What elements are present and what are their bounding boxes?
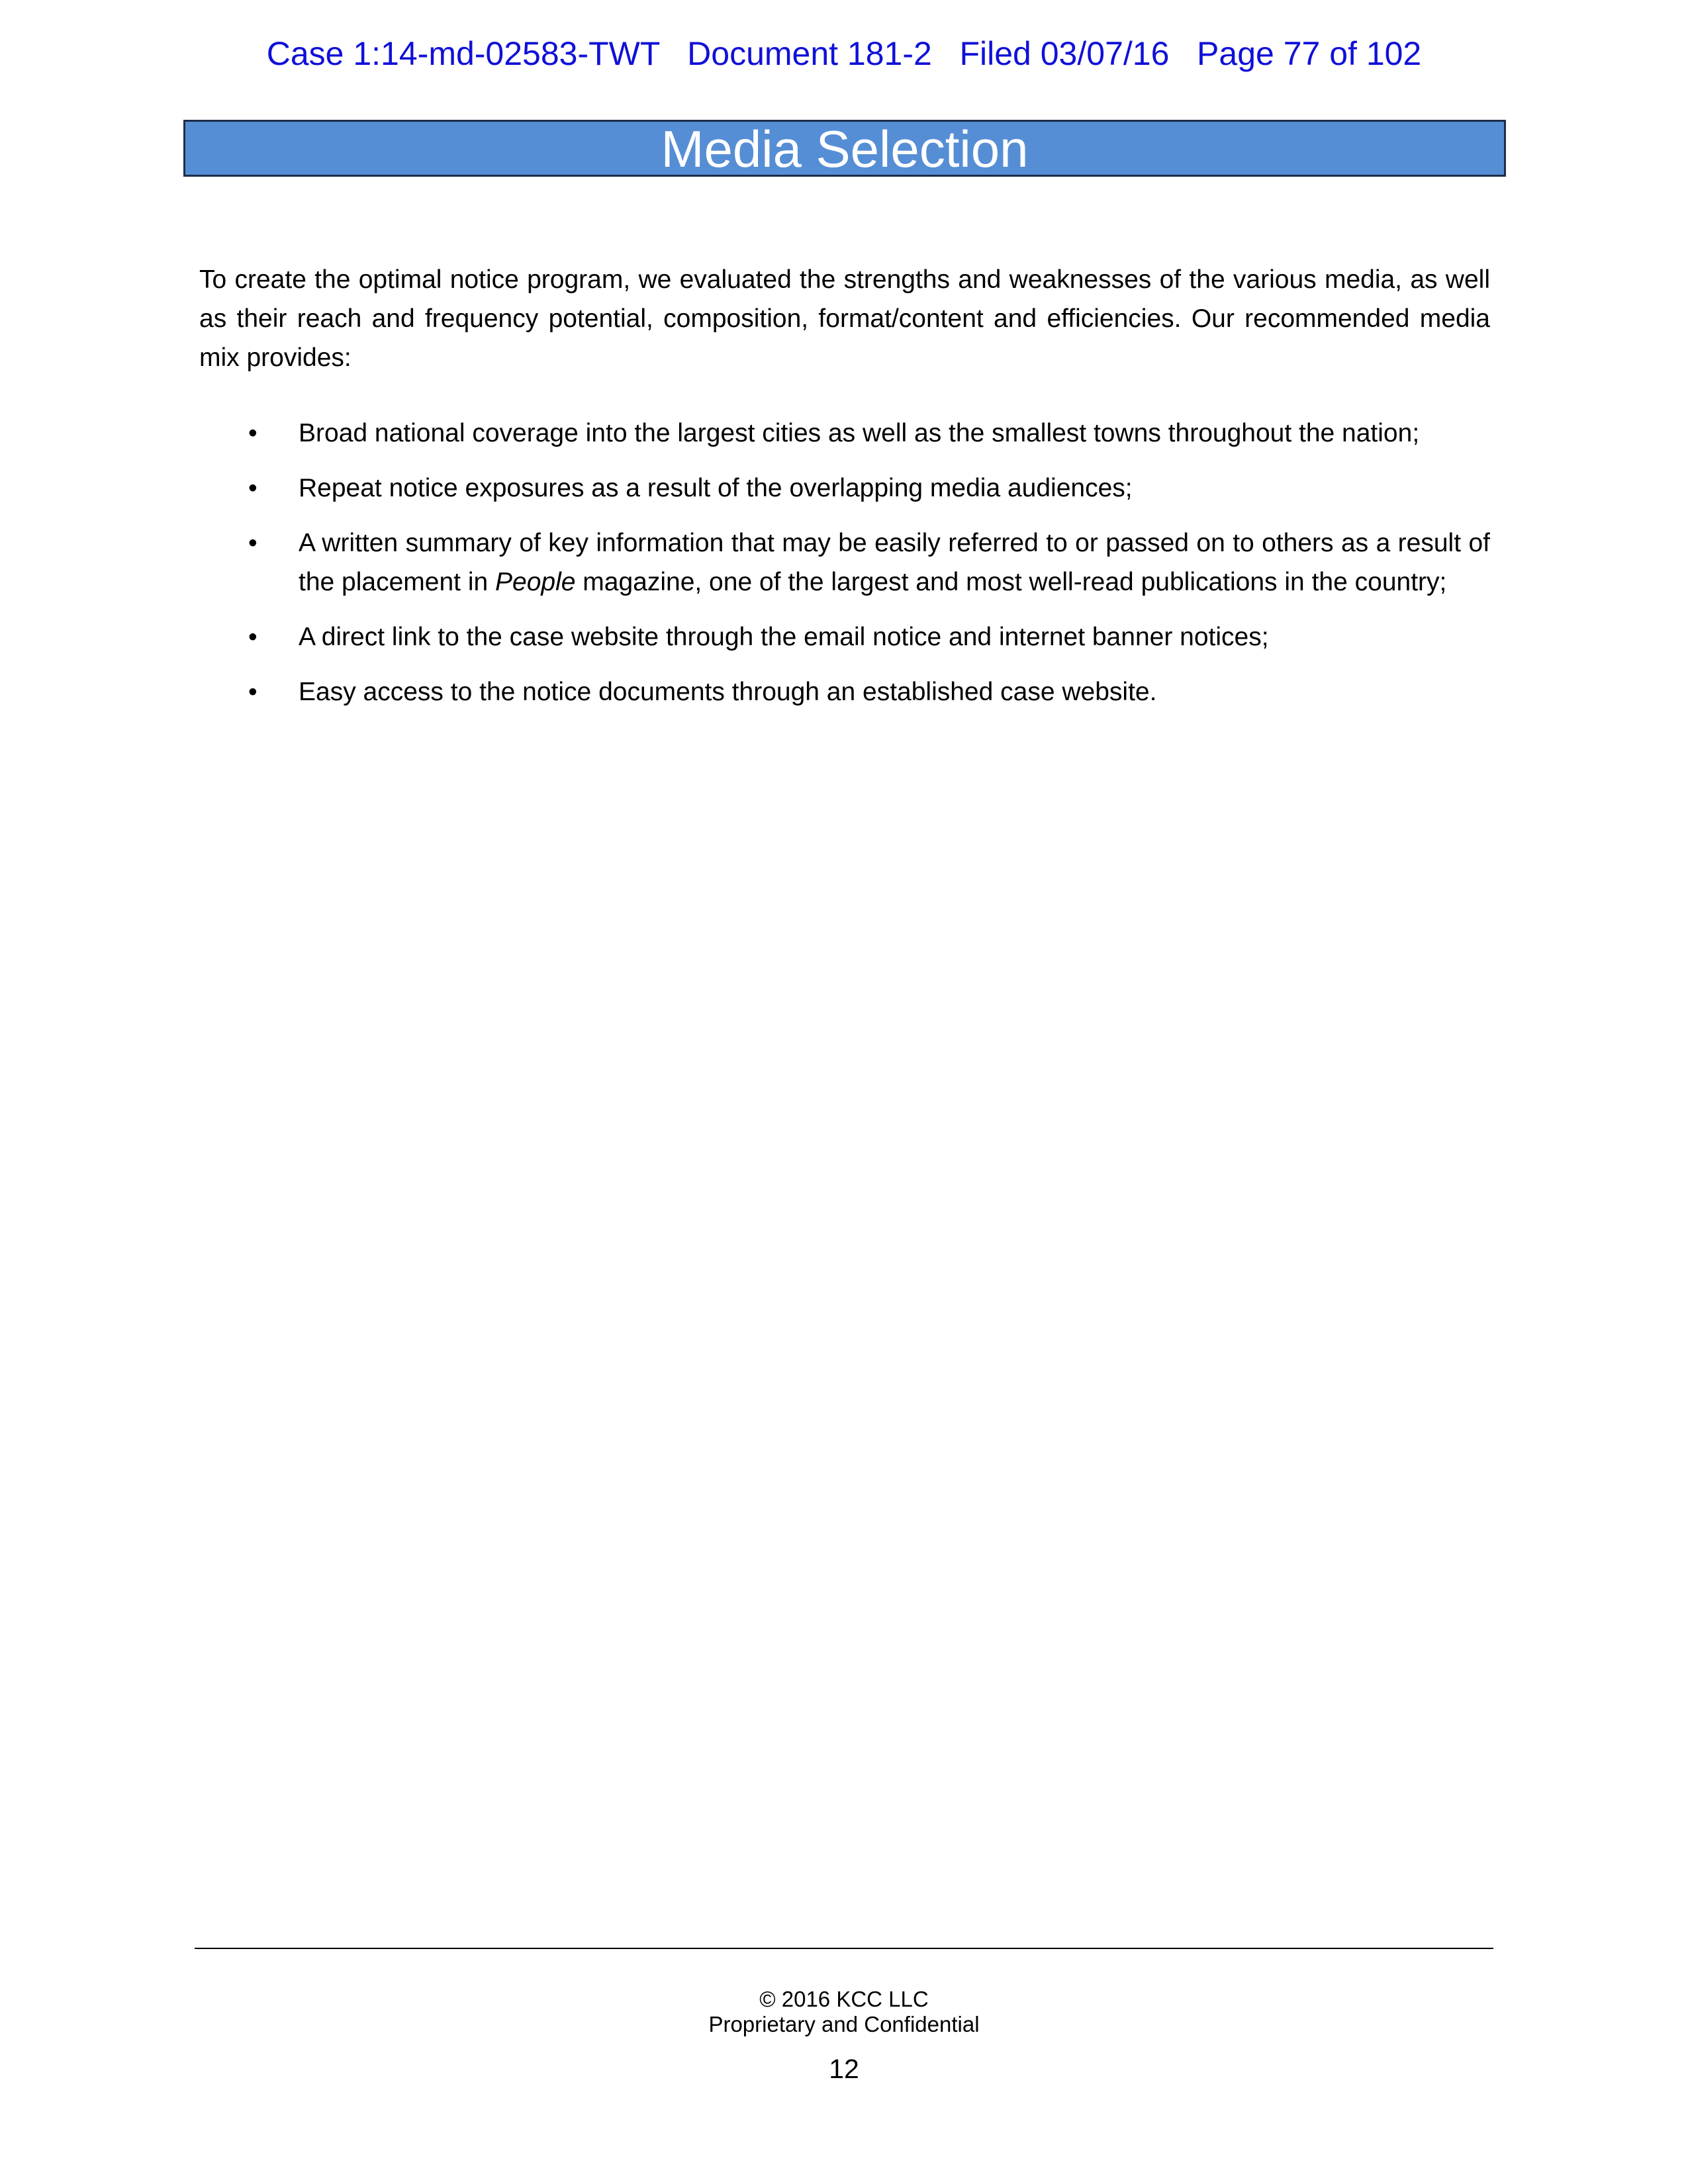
list-item-text: Easy access to the notice documents through an established case website. <box>299 678 1157 706</box>
intro-paragraph: To create the optimal notice program, we evaluated the strengths and weaknesses of the various media, as well as their reach and frequency potential, composition, format/content and efficiencies. Our recommended media mix provides: <box>199 265 1490 372</box>
list-item-text: A direct link to the case website through the email notice and internet banner notices; <box>299 623 1269 651</box>
bullet-icon: • <box>248 419 258 447</box>
list-item <box>199 469 1490 508</box>
list-item-text-after: magazine, one of the largest and most well-read publications in the country; <box>575 568 1447 596</box>
footer-divider <box>195 1948 1493 1949</box>
bullet-icon: • <box>248 474 258 502</box>
footer-confidential: Proprietary and Confidential <box>708 2012 980 2036</box>
list-item <box>199 414 1490 453</box>
list-item <box>199 617 1490 657</box>
list-item <box>199 523 1490 602</box>
media-mix-list <box>199 414 1490 727</box>
bullet-icon: • <box>248 678 258 706</box>
bullet-icon: • <box>248 623 258 651</box>
list-item-text: Repeat notice exposures as a result of the overlapping media audiences; <box>299 474 1133 502</box>
list-item <box>199 672 1490 711</box>
bullet-icon: • <box>248 529 258 557</box>
page-number: 12 <box>829 2054 859 2084</box>
page-title: Media Selection <box>183 120 1506 177</box>
list-item-text: Broad national coverage into the largest cities as well as the smallest towns throughout the nation; <box>299 419 1420 447</box>
publication-name: People <box>495 568 576 596</box>
list-item-text <box>299 529 1490 596</box>
footer-copyright: © 2016 KCC LLC <box>759 1987 929 2011</box>
case-header: Case 1:14-md-02583-TWT Document 181-2 Filed 03/07/16 Page 77 of 102 <box>266 35 1422 72</box>
list-item-text-before: A written summary of key information that may be easily referred to or passed on to others as a result of the placement in <box>299 529 1490 596</box>
